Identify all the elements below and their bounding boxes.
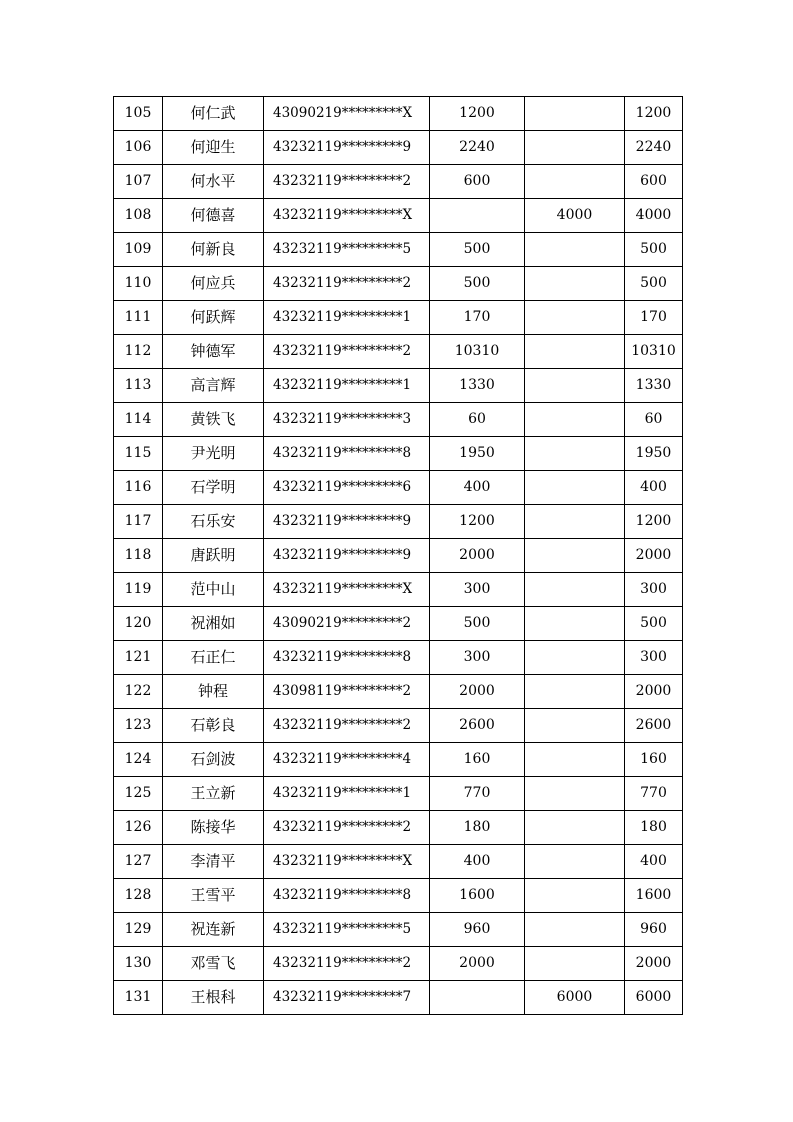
- row-number-cell: 123: [114, 709, 163, 743]
- row-number-cell: 106: [114, 131, 163, 165]
- table-row: [114, 369, 683, 403]
- amount-b-cell: [525, 573, 625, 607]
- id-number-cell: 43232119*********2: [264, 947, 430, 981]
- id-number-cell: 43232119*********1: [264, 301, 430, 335]
- table-row: [114, 675, 683, 709]
- table-row: [114, 777, 683, 811]
- row-number-cell: 116: [114, 471, 163, 505]
- amount-total-cell: 1200: [625, 505, 683, 539]
- amount-b-cell: [525, 165, 625, 199]
- table-row: [114, 947, 683, 981]
- amount-b-cell: [525, 505, 625, 539]
- amount-a-cell: 600: [430, 165, 525, 199]
- table-row: [114, 233, 683, 267]
- amount-a-cell: 500: [430, 267, 525, 301]
- person-name-cell: 何水平: [163, 165, 264, 199]
- person-name-cell: 何应兵: [163, 267, 264, 301]
- amount-a-cell: [430, 981, 525, 1015]
- amount-total-cell: 10310: [625, 335, 683, 369]
- person-name-cell: 钟德军: [163, 335, 264, 369]
- table-row: [114, 879, 683, 913]
- amount-a-cell: 180: [430, 811, 525, 845]
- amount-b-cell: [525, 131, 625, 165]
- id-number-cell: 43232119*********4: [264, 743, 430, 777]
- row-number-cell: 125: [114, 777, 163, 811]
- table-row: [114, 267, 683, 301]
- id-number-cell: 43232119*********X: [264, 845, 430, 879]
- row-number-cell: 110: [114, 267, 163, 301]
- person-name-cell: 石正仁: [163, 641, 264, 675]
- table-row: [114, 437, 683, 471]
- person-name-cell: 祝连新: [163, 913, 264, 947]
- amount-a-cell: 60: [430, 403, 525, 437]
- row-number-cell: 118: [114, 539, 163, 573]
- amount-total-cell: 2000: [625, 947, 683, 981]
- id-number-cell: 43232119*********8: [264, 879, 430, 913]
- row-number-cell: 126: [114, 811, 163, 845]
- amount-b-cell: [525, 539, 625, 573]
- person-name-cell: 石剑波: [163, 743, 264, 777]
- id-number-cell: 43232119*********9: [264, 131, 430, 165]
- id-number-cell: 43232119*********2: [264, 165, 430, 199]
- amount-b-cell: [525, 879, 625, 913]
- amount-b-cell: [525, 607, 625, 641]
- table-row: [114, 539, 683, 573]
- row-number-cell: 128: [114, 879, 163, 913]
- amount-total-cell: 1950: [625, 437, 683, 471]
- amount-total-cell: 1600: [625, 879, 683, 913]
- amount-total-cell: 500: [625, 267, 683, 301]
- table-row: [114, 97, 683, 131]
- amount-total-cell: 2600: [625, 709, 683, 743]
- id-number-cell: 43232119*********1: [264, 369, 430, 403]
- amount-b-cell: 4000: [525, 199, 625, 233]
- row-number-cell: 105: [114, 97, 163, 131]
- amount-a-cell: 500: [430, 607, 525, 641]
- person-name-cell: 石彰良: [163, 709, 264, 743]
- id-number-cell: 43232119*********6: [264, 471, 430, 505]
- id-number-cell: 43232119*********2: [264, 267, 430, 301]
- amount-total-cell: 2000: [625, 539, 683, 573]
- amount-total-cell: 600: [625, 165, 683, 199]
- amount-total-cell: 170: [625, 301, 683, 335]
- person-name-cell: 邓雪飞: [163, 947, 264, 981]
- row-number-cell: 121: [114, 641, 163, 675]
- amount-a-cell: 160: [430, 743, 525, 777]
- row-number-cell: 111: [114, 301, 163, 335]
- amount-a-cell: 770: [430, 777, 525, 811]
- row-number-cell: 109: [114, 233, 163, 267]
- id-number-cell: 43232119*********3: [264, 403, 430, 437]
- amount-b-cell: [525, 811, 625, 845]
- amount-b-cell: [525, 301, 625, 335]
- amount-a-cell: 1950: [430, 437, 525, 471]
- id-number-cell: 43232119*********5: [264, 233, 430, 267]
- amount-a-cell: [430, 199, 525, 233]
- amount-b-cell: [525, 913, 625, 947]
- roster-table: [113, 96, 683, 1015]
- row-number-cell: 130: [114, 947, 163, 981]
- id-number-cell: 43232119*********8: [264, 437, 430, 471]
- id-number-cell: 43232119*********5: [264, 913, 430, 947]
- id-number-cell: 43232119*********9: [264, 539, 430, 573]
- amount-b-cell: [525, 267, 625, 301]
- person-name-cell: 黄铁飞: [163, 403, 264, 437]
- table-row: [114, 505, 683, 539]
- amount-a-cell: 10310: [430, 335, 525, 369]
- amount-a-cell: 1200: [430, 505, 525, 539]
- amount-total-cell: 180: [625, 811, 683, 845]
- table-row: [114, 743, 683, 777]
- amount-total-cell: 400: [625, 845, 683, 879]
- amount-b-cell: [525, 743, 625, 777]
- amount-b-cell: [525, 471, 625, 505]
- row-number-cell: 107: [114, 165, 163, 199]
- amount-total-cell: 960: [625, 913, 683, 947]
- person-name-cell: 尹光明: [163, 437, 264, 471]
- amount-total-cell: 1330: [625, 369, 683, 403]
- table-row: [114, 641, 683, 675]
- amount-a-cell: 1330: [430, 369, 525, 403]
- amount-total-cell: 1200: [625, 97, 683, 131]
- table-row: [114, 709, 683, 743]
- amount-total-cell: 160: [625, 743, 683, 777]
- row-number-cell: 120: [114, 607, 163, 641]
- amount-b-cell: [525, 709, 625, 743]
- row-number-cell: 115: [114, 437, 163, 471]
- table-row: [114, 403, 683, 437]
- amount-total-cell: 6000: [625, 981, 683, 1015]
- id-number-cell: 43232119*********1: [264, 777, 430, 811]
- person-name-cell: 钟程: [163, 675, 264, 709]
- amount-b-cell: [525, 947, 625, 981]
- person-name-cell: 何德喜: [163, 199, 264, 233]
- person-name-cell: 李清平: [163, 845, 264, 879]
- id-number-cell: 43232119*********X: [264, 199, 430, 233]
- id-number-cell: 43090219*********2: [264, 607, 430, 641]
- person-name-cell: 石学明: [163, 471, 264, 505]
- table-row: [114, 199, 683, 233]
- amount-total-cell: 500: [625, 233, 683, 267]
- row-number-cell: 112: [114, 335, 163, 369]
- amount-b-cell: [525, 403, 625, 437]
- row-number-cell: 131: [114, 981, 163, 1015]
- amount-total-cell: 500: [625, 607, 683, 641]
- amount-b-cell: [525, 777, 625, 811]
- amount-a-cell: 500: [430, 233, 525, 267]
- table-row: [114, 913, 683, 947]
- amount-a-cell: 1600: [430, 879, 525, 913]
- amount-b-cell: [525, 369, 625, 403]
- amount-total-cell: 2000: [625, 675, 683, 709]
- id-number-cell: 43232119*********2: [264, 709, 430, 743]
- table-row: [114, 165, 683, 199]
- amount-a-cell: 2600: [430, 709, 525, 743]
- amount-total-cell: 300: [625, 641, 683, 675]
- person-name-cell: 祝湘如: [163, 607, 264, 641]
- person-name-cell: 范中山: [163, 573, 264, 607]
- amount-total-cell: 400: [625, 471, 683, 505]
- amount-total-cell: 770: [625, 777, 683, 811]
- amount-b-cell: [525, 437, 625, 471]
- person-name-cell: 陈接华: [163, 811, 264, 845]
- amount-total-cell: 4000: [625, 199, 683, 233]
- person-name-cell: 王根科: [163, 981, 264, 1015]
- amount-a-cell: 2240: [430, 131, 525, 165]
- row-number-cell: 122: [114, 675, 163, 709]
- row-number-cell: 114: [114, 403, 163, 437]
- row-number-cell: 117: [114, 505, 163, 539]
- amount-b-cell: [525, 641, 625, 675]
- table-row: [114, 981, 683, 1015]
- id-number-cell: 43232119*********2: [264, 811, 430, 845]
- person-name-cell: 何仁武: [163, 97, 264, 131]
- amount-b-cell: [525, 675, 625, 709]
- table-row: [114, 845, 683, 879]
- id-number-cell: 43232119*********8: [264, 641, 430, 675]
- row-number-cell: 127: [114, 845, 163, 879]
- person-name-cell: 何新良: [163, 233, 264, 267]
- amount-a-cell: 400: [430, 471, 525, 505]
- row-number-cell: 124: [114, 743, 163, 777]
- amount-b-cell: 6000: [525, 981, 625, 1015]
- person-name-cell: 何迎生: [163, 131, 264, 165]
- id-number-cell: 43232119*********7: [264, 981, 430, 1015]
- amount-a-cell: 2000: [430, 675, 525, 709]
- row-number-cell: 129: [114, 913, 163, 947]
- amount-a-cell: 170: [430, 301, 525, 335]
- id-number-cell: 43232119*********X: [264, 573, 430, 607]
- amount-b-cell: [525, 335, 625, 369]
- table-row: [114, 335, 683, 369]
- amount-a-cell: 400: [430, 845, 525, 879]
- roster-table-body: [114, 97, 683, 1015]
- amount-a-cell: 960: [430, 913, 525, 947]
- row-number-cell: 113: [114, 369, 163, 403]
- id-number-cell: 43090219*********X: [264, 97, 430, 131]
- table-row: [114, 607, 683, 641]
- amount-b-cell: [525, 233, 625, 267]
- row-number-cell: 119: [114, 573, 163, 607]
- person-name-cell: 何跃辉: [163, 301, 264, 335]
- person-name-cell: 石乐安: [163, 505, 264, 539]
- amount-b-cell: [525, 845, 625, 879]
- table-row: [114, 573, 683, 607]
- id-number-cell: 43232119*********2: [264, 335, 430, 369]
- amount-a-cell: 1200: [430, 97, 525, 131]
- amount-total-cell: 60: [625, 403, 683, 437]
- person-name-cell: 高言辉: [163, 369, 264, 403]
- amount-total-cell: 300: [625, 573, 683, 607]
- table-row: [114, 811, 683, 845]
- amount-a-cell: 300: [430, 573, 525, 607]
- row-number-cell: 108: [114, 199, 163, 233]
- person-name-cell: 唐跃明: [163, 539, 264, 573]
- id-number-cell: 43232119*********9: [264, 505, 430, 539]
- amount-total-cell: 2240: [625, 131, 683, 165]
- person-name-cell: 王立新: [163, 777, 264, 811]
- amount-b-cell: [525, 97, 625, 131]
- amount-a-cell: 300: [430, 641, 525, 675]
- id-number-cell: 43098119*********2: [264, 675, 430, 709]
- table-row: [114, 471, 683, 505]
- amount-a-cell: 2000: [430, 947, 525, 981]
- amount-a-cell: 2000: [430, 539, 525, 573]
- table-row: [114, 131, 683, 165]
- table-row: [114, 301, 683, 335]
- person-name-cell: 王雪平: [163, 879, 264, 913]
